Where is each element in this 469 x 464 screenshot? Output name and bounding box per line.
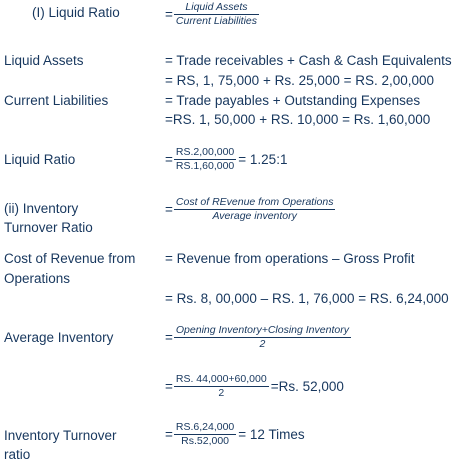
inventory-turnover-heading-line2: Turnover Ratio xyxy=(4,220,93,235)
average-inventory-formula-denominator: 2 xyxy=(259,338,266,350)
liquid-assets-line1: = Trade receivables + Cash & Cash Equivalents xyxy=(165,53,452,68)
cost-of-revenue-line1: = Revenue from operations – Gross Profit xyxy=(165,251,415,266)
average-inventory-result: =Rs. 52,000 xyxy=(270,379,344,394)
cost-of-revenue-label-line2: Operations xyxy=(4,271,71,286)
inventory-turnover-calculation: = $\frac{RS.6,24,000}{Rs.52,000}$ = 12 Times xyxy=(165,421,305,447)
average-inventory-formula: = $\frac{\text{Opening Inventory+Closing Inventory}}{2}$ xyxy=(165,324,349,350)
liquid-ratio-label: Liquid Ratio xyxy=(4,152,76,167)
inventory-turnover-formula-denominator: Average inventory xyxy=(212,210,297,222)
inventory-turnover-calc-denominator: Rs.52,000 xyxy=(181,435,230,447)
liquid-ratio-calc-numerator: RS.2,00,000 xyxy=(175,146,235,158)
inventory-turnover-heading-line1: (ii) Inventory xyxy=(4,201,79,216)
average-inventory-calculation: = $\frac{RS. 44,000+60,000}{2}$ =Rs. 52,000 xyxy=(165,373,344,399)
inventory-turnover-formula: = $\frac{\text{Cost of REvenue from Operations}}{\text{Average inventory}}$ xyxy=(165,196,334,222)
current-liabilities-line1: = Trade payables + Outstanding Expenses xyxy=(165,93,421,108)
inventory-turnover-calc-label-line1: Inventory Turnover xyxy=(4,428,117,443)
cost-of-revenue-label-line1: Cost of Revenue from xyxy=(4,251,136,266)
inventory-turnover-calc-numerator: RS.6,24,000 xyxy=(175,421,235,433)
current-liabilities-line2: =RS. 1, 50,000 + RS. 10,000 = Rs. 1,60,000 xyxy=(165,112,431,127)
average-inventory-formula-numerator: Opening Inventory+Closing Inventory xyxy=(175,324,349,336)
liquid-ratio-formula: = $\frac{\text{Liquid Assets}}{\text{Current Liabilities}}$ xyxy=(165,1,258,27)
liquid-ratio-calculation: = $\frac{RS.2,00,000}{RS.1,60,000}$ = 1.25:1 xyxy=(165,146,288,172)
inventory-turnover-result: = 12 Times xyxy=(238,427,305,442)
liquid-ratio-result: = 1.25:1 xyxy=(238,152,288,167)
inventory-turnover-formula-numerator: Cost of REvenue from Operations xyxy=(175,196,334,208)
average-inventory-calc-denominator: 2 xyxy=(218,387,225,399)
liquid-assets-line2: = RS, 1, 75,000 + Rs. 25,000 = RS. 2,00,000 xyxy=(165,73,435,88)
liquid-ratio-heading: (I) Liquid Ratio xyxy=(32,5,120,20)
average-inventory-label: Average Inventory xyxy=(4,330,114,345)
liquid-assets-label: Liquid Assets xyxy=(4,53,84,68)
current-liabilities-label: Current Liabilities xyxy=(4,93,109,108)
inventory-turnover-calc-label-line2: ratio xyxy=(4,447,31,462)
average-inventory-calc-numerator: RS. 44,000+60,000 xyxy=(175,373,267,385)
liquid-ratio-formula-numerator: Liquid Assets xyxy=(185,1,248,13)
liquid-ratio-calc-denominator: RS.1,60,000 xyxy=(175,160,235,172)
cost-of-revenue-line2: = Rs. 8, 00,000 – RS. 1, 76,000 = RS. 6,24,000 xyxy=(165,291,449,306)
liquid-ratio-formula-denominator: Current Liabilities xyxy=(175,15,258,27)
